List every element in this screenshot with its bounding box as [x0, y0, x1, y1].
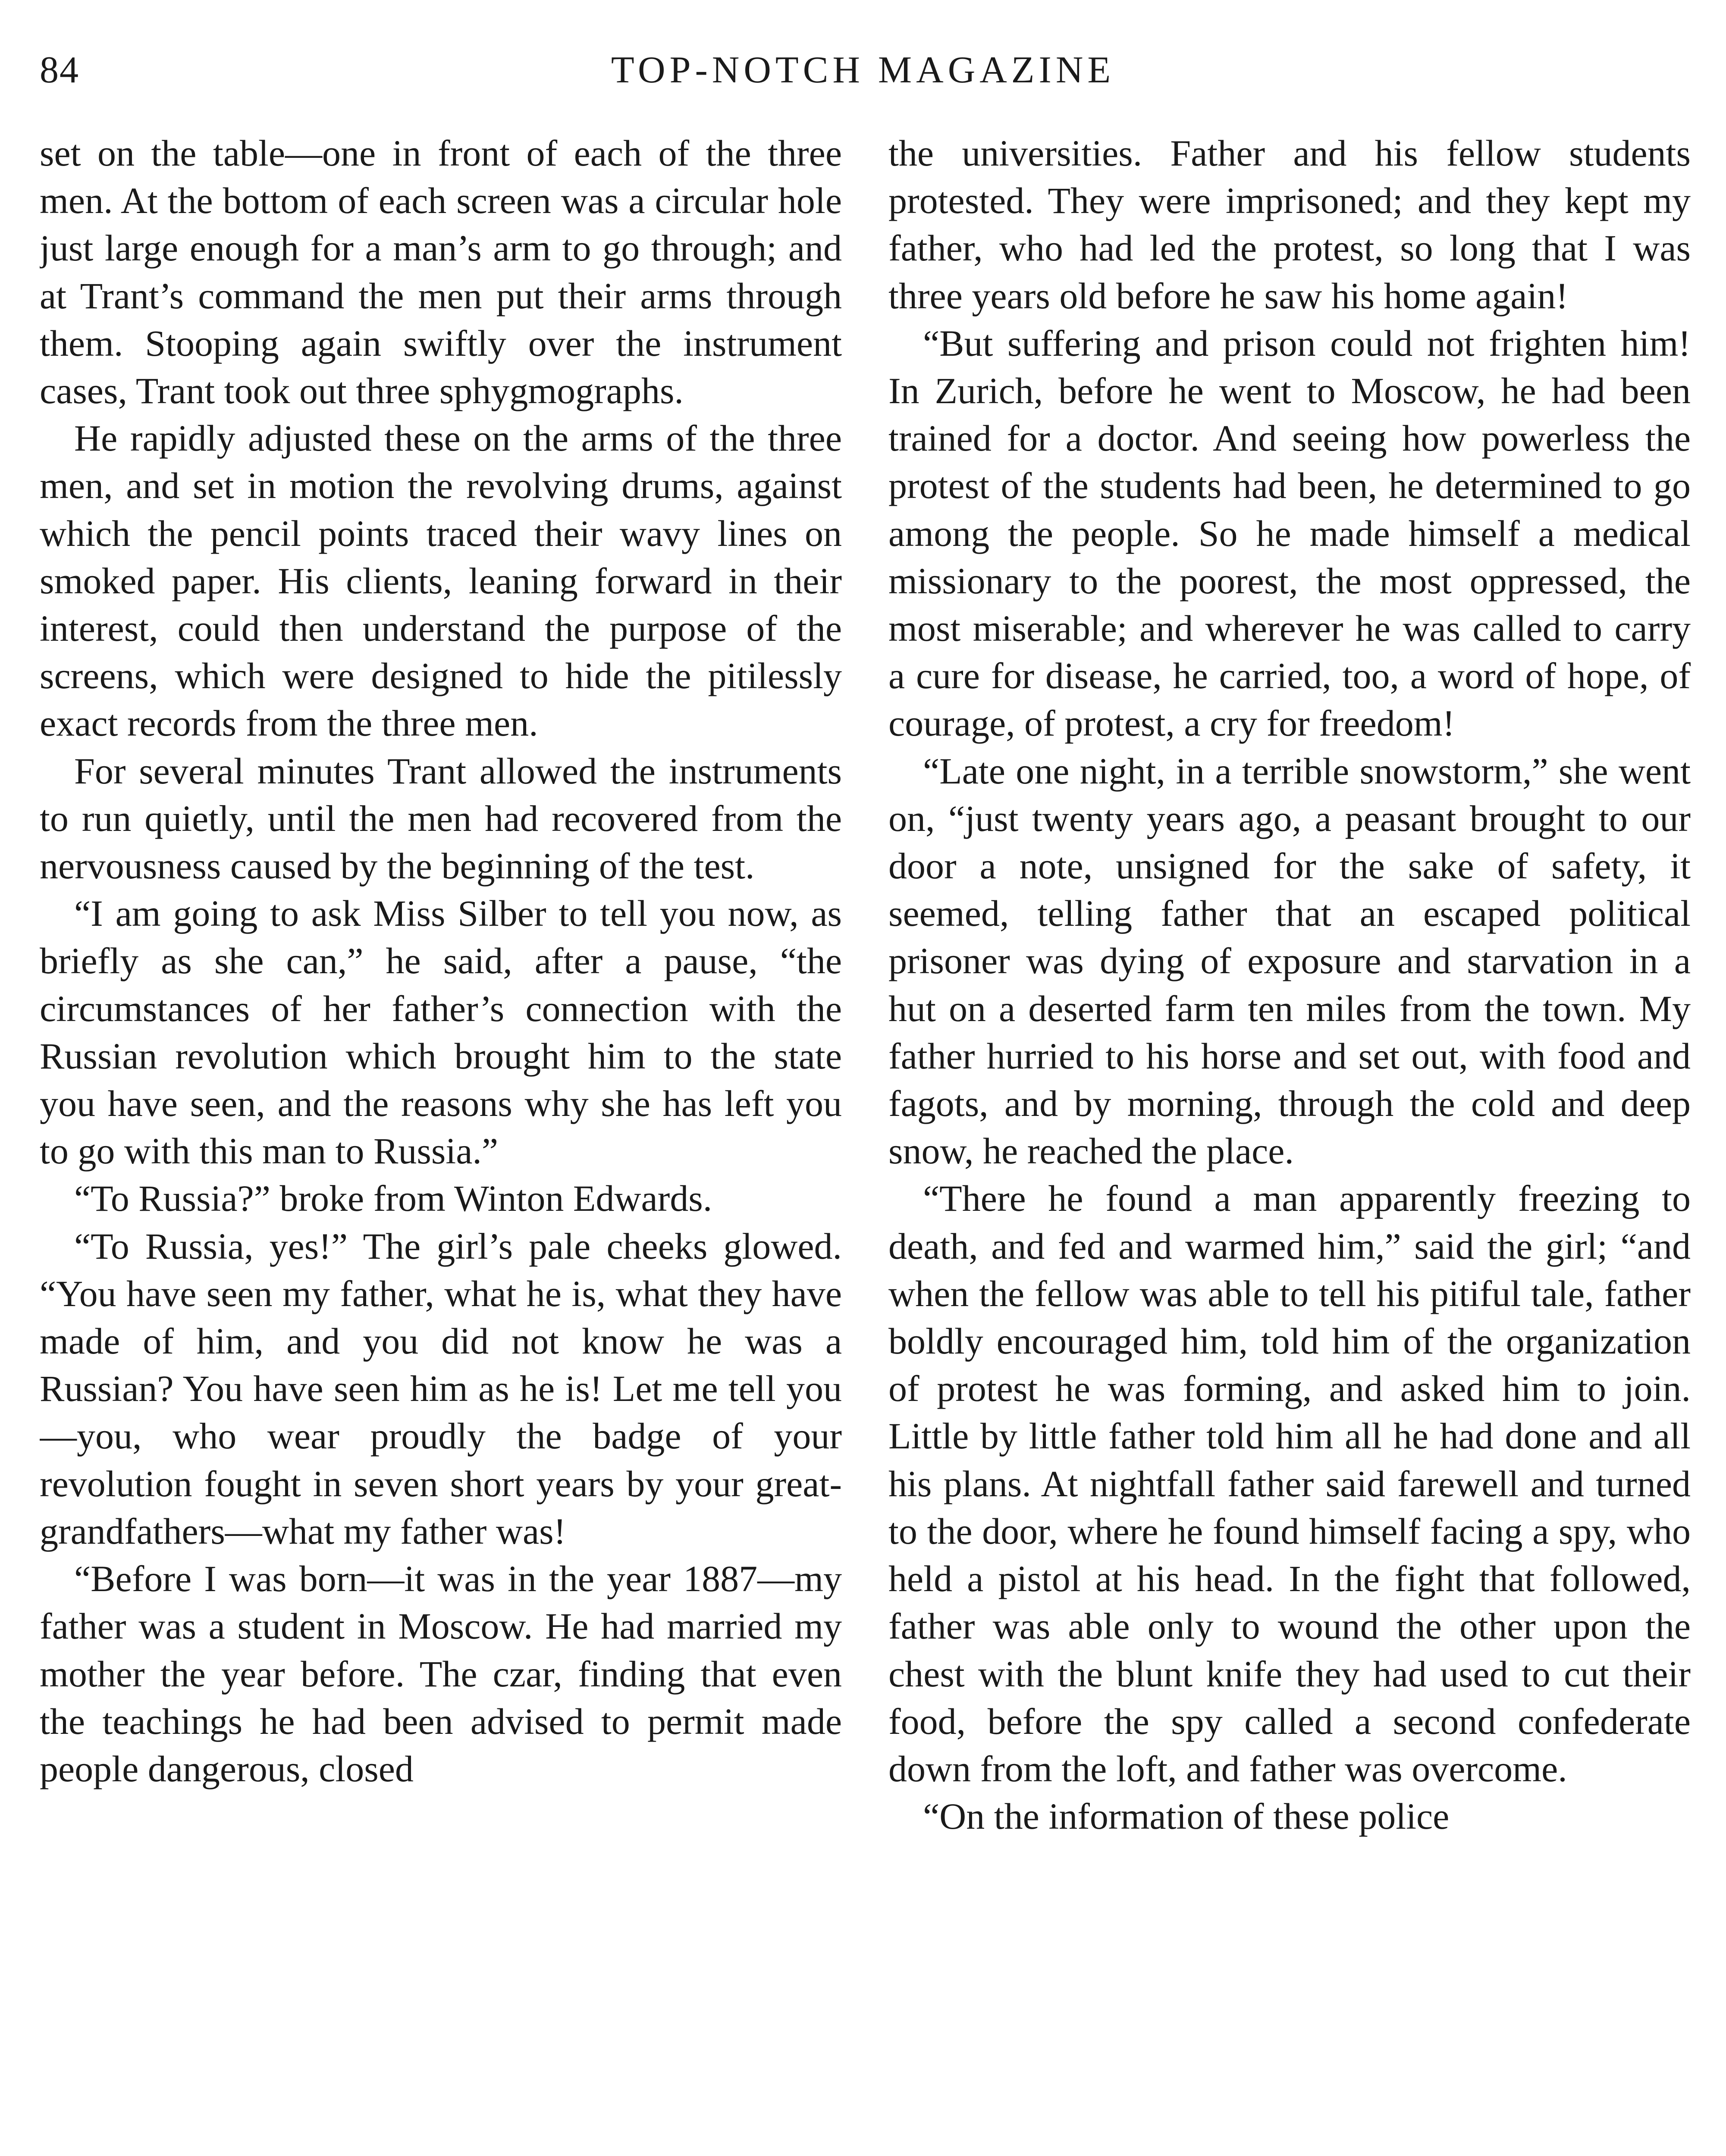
paragraph: the universities. Father and his fellow students protested. They were imprisoned; and they kept my father, who had led the protest, so long that I was three years old before he saw his home again! [888, 132, 1691, 317]
paragraph: “To Russia?” broke from Winton Edwards. [74, 1178, 712, 1219]
paragraph: “To Russia, yes!” The girl’s pale cheeks glowed. “You have seen my father, what he is, what they have made of him, and you did not know he was a Russian? You have seen him as he is! Let me tell you—you, who wear proudly the badge of your revolution fought in seven short years by your great-grandfathers—what my father was! [40, 1225, 842, 1552]
running-head: TOP-NOTCH MAGAZINE [611, 49, 1115, 91]
paragraph: “On the information of these police [923, 1796, 1450, 1837]
paragraph: “I am going to ask Miss Silber to tell you now, as briefly as she can,” he said, after a pause, “the circumstances of her father’s connection with the Russian revolution which brought him to the state you have seen, and the reasons why she has left you to go with this man to Russia.” [40, 893, 842, 1172]
paragraph: “There he found a man apparently freezing to death, and fed and warmed him,” said the girl; “and when the fellow was able to tell his pitiful tale, father boldly encouraged him, told him of the organization of protest he was forming, and asked him to join. Little by little father told him all he had done and all his plans. At nightfall father said farewell and turned to the door, where he found himself facing a spy, who held a pistol at his head. In the fight that followed, father was able only to wound the other upon the chest with the blunt knife they had used to cut their food, before the spy called a second confederate down from the loft, and father was overcome. [888, 1178, 1691, 1789]
paragraph: set on the table—one in front of each of the three men. At the bottom of each screen was a circular hole just large enough for a man’s arm to go through; and at Trant’s command the men put their arms through them. Stooping again swiftly over the instrument cases, Trant took out three sphygmographs. [40, 132, 842, 412]
page-number: 84 [40, 49, 79, 91]
paragraph: For several minutes Trant allowed the instruments to run quietly, until the men had recovered from the nervousness caused by the beginning of the test. [40, 750, 842, 887]
left-column [40, 129, 842, 2156]
right-column [888, 129, 1691, 2156]
page-header [40, 48, 1686, 109]
paragraph: He rapidly adjusted these on the arms of the three men, and set in motion the revolving drums, against which the pencil points traced their wavy lines on smoked paper. His clients, leaning forward in their interest, could then understand the purpose of the screens, which were designed to hide the pitilessly exact records from the three men. [40, 417, 842, 744]
paragraph: “But suffering and prison could not frighten him! In Zurich, before he went to Moscow, he had been trained for a doctor. And seeing how powerless the protest of the students had been, he determined to go among the people. So he made himself a medical missionary to the poorest, the most oppressed, the most miserable; and wherever he was called to carry a cure for disease, he carried, too, a word of hope, of courage, of protest, a cry for freedom! [888, 322, 1691, 744]
paragraph: “Late one night, in a terrible snowstorm,” she went on, “just twenty years ago, a peasant brought to our door a note, unsigned for the sake of safety, it seemed, telling father that an escaped political prisoner was dying of exposure and starvation in a hut on a deserted farm ten miles from the town. My father hurried to his horse and set out, with food and fagots, and by morning, through the cold and deep snow, he reached the place. [888, 750, 1691, 1172]
paragraph: “Before I was born—it was in the year 1887—my father was a student in Moscow. He had married my mother the year before. The czar, finding that even the teachings he had been advised to permit made people dangerous, closed [40, 1558, 842, 1789]
